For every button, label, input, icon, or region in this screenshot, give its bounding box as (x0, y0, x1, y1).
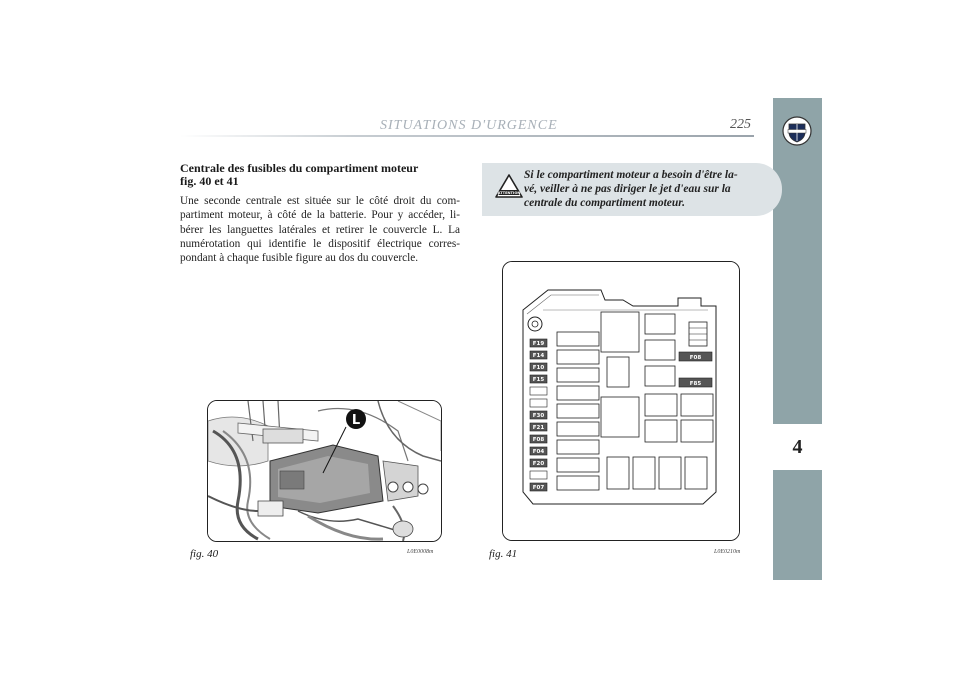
figure-41-frame (502, 261, 740, 541)
fuse-label: F04 (532, 449, 545, 456)
body-line: numérotation qui identifie le dispositif électrique corres- (180, 237, 460, 250)
body-paragraph (180, 194, 460, 265)
warning-line: Si le compartiment moteur a besoin d'être la- (524, 169, 738, 181)
engine-compartment-illustration (208, 401, 441, 541)
header-rule (180, 135, 754, 137)
figure-41-label: fig. 41 (489, 548, 518, 560)
fuse-label: F85 (689, 381, 702, 387)
warning-box (482, 163, 782, 216)
figure-40-code: L0E0008m (407, 549, 434, 555)
fuse-label: F19 (532, 341, 545, 348)
chapter-sidebar (773, 98, 822, 580)
body-line: pondant à chaque fusible figure au dos du couvercle. (180, 252, 419, 265)
figure-40-label: fig. 40 (190, 548, 219, 560)
section-heading-line: Centrale des fusibles du compartiment moteur (180, 161, 419, 175)
fuse-box-diagram (503, 262, 739, 540)
body-line: partiment moteur, à côté de la batterie. Pour y accéder, li- (180, 209, 460, 222)
warning-icon-text: ATTENTION (497, 191, 521, 195)
fuse-label: F08 (532, 437, 545, 444)
fuse-f85-right (679, 378, 712, 387)
section-heading (180, 162, 460, 188)
figure-41-code: L0E0210m (714, 549, 741, 555)
body-line: bérer les languettes latérales et retirer le couvercle L. La (180, 223, 460, 236)
fuse-slot (530, 387, 547, 395)
warning-line: centrale du compartiment moteur. (524, 197, 686, 209)
fuse-label: F20 (532, 461, 545, 468)
fuse-label: F21 (532, 425, 545, 432)
warning-text (524, 168, 756, 210)
figure-40-frame (207, 400, 442, 542)
fuse-label: F14 (532, 353, 545, 360)
fuse-slot (530, 471, 547, 479)
section-heading-figref: fig. 40 et 41 (180, 174, 239, 188)
chapter-number: 4 (773, 423, 822, 471)
cover-callout-label: L (351, 413, 361, 428)
lancia-logo-icon (781, 115, 813, 147)
fuse-f08-right (679, 352, 712, 361)
fuse-label: F15 (532, 377, 545, 384)
running-header-title: SITUATIONS D'URGENCE (380, 118, 558, 133)
fuse-label: F30 (532, 413, 545, 420)
warning-line: vé, veiller à ne pas diriger le jet d'eau sur la (524, 183, 731, 195)
fuse-slot (530, 399, 547, 407)
body-line: Une seconde centrale est située sur le côté droit du com- (180, 195, 460, 207)
fuse-label: F08 (689, 355, 702, 361)
warning-triangle-icon (494, 173, 524, 199)
page-number: 225 (730, 117, 751, 132)
fuse-label: F07 (532, 485, 545, 492)
fuse-label: F10 (532, 365, 545, 372)
